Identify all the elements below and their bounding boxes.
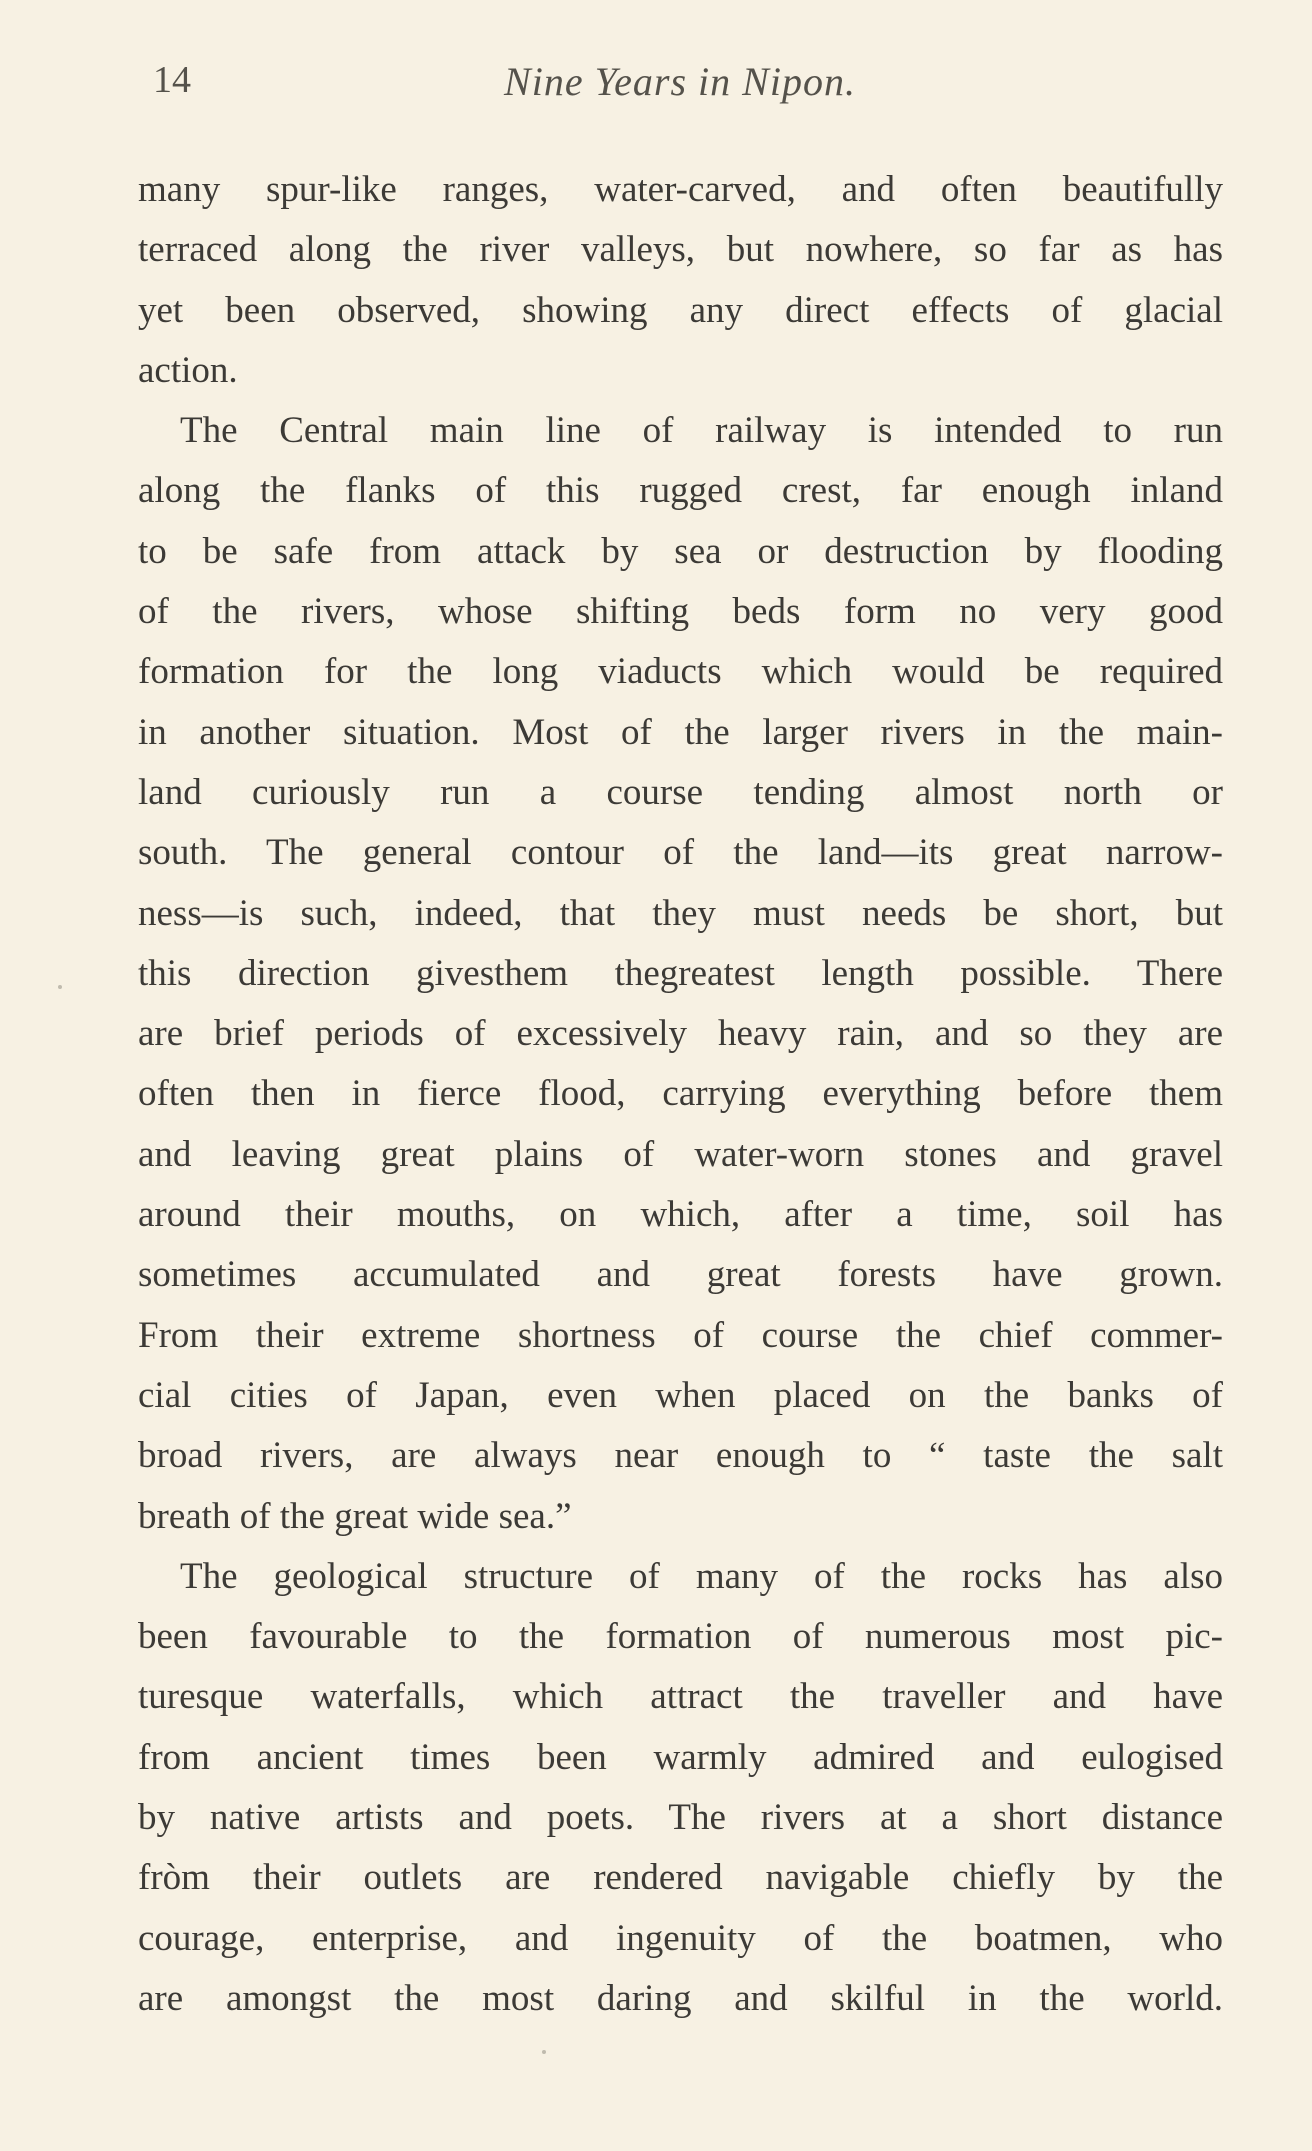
text-line: to be safe from attack by sea or destruction by flooding: [138, 530, 1223, 572]
text-line: broad rivers, are always near enough to “ taste the salt: [138, 1435, 1223, 1477]
text-line: cial cities of Japan, even when placed on the banks of: [138, 1374, 1223, 1416]
text-line: this direction givesthem thegreatest length possible. There: [138, 952, 1223, 994]
text-line: along the flanks of this rugged crest, far enough inland: [138, 470, 1223, 512]
text-line: From their extreme shortness of course the chief commer-: [138, 1314, 1223, 1356]
text-line: are amongst the most daring and skilful in the world.: [138, 1977, 1223, 2019]
text-line: terraced along the river valleys, but nowhere, so far as has: [138, 229, 1223, 271]
text-line: action.: [138, 349, 238, 391]
text-line: yet been observed, showing any direct effects of glacial: [138, 289, 1223, 331]
text-line: south. The general contour of the land—its great narrow-: [138, 832, 1223, 874]
text-line: turesque waterfalls, which attract the traveller and have: [138, 1676, 1223, 1718]
paragraph-2: [138, 401, 1223, 1547]
text-line: fròm their outlets are rendered navigable chiefly by the: [138, 1857, 1223, 1899]
body-text: [138, 160, 1223, 2029]
text-line: The geological structure of many of the rocks has also: [180, 1555, 1223, 1597]
text-line: many spur-like ranges, water-carved, and often beautifully: [138, 169, 1223, 210]
text-line: The Central main line of railway is intended to run: [180, 410, 1223, 452]
paper-speck: [58, 985, 62, 989]
text-line: around their mouths, on which, after a time, soil has: [138, 1194, 1223, 1236]
text-line: ness—is such, indeed, that they must needs be short, but: [138, 892, 1223, 934]
page-number: 14: [153, 59, 191, 101]
text-line: are brief periods of excessively heavy rain, and so they are: [138, 1013, 1223, 1055]
paragraph-1: [138, 160, 1223, 401]
text-line: sometimes accumulated and great forests have grown.: [138, 1254, 1223, 1296]
text-line: breath of the great wide sea.”: [138, 1495, 572, 1537]
text-line: often then in fierce flood, carrying everything before them: [138, 1073, 1223, 1115]
text-line: courage, enterprise, and ingenuity of the boatmen, who: [138, 1917, 1223, 1959]
running-head: Nine Years in Nipon.: [504, 59, 856, 104]
text-line: formation for the long viaducts which would be required: [138, 651, 1223, 693]
text-line: from ancient times been warmly admired and eulogised: [138, 1736, 1223, 1778]
text-line: of the rivers, whose shifting beds form no very good: [138, 591, 1223, 633]
text-line: been favourable to the formation of numerous most pic-: [138, 1616, 1223, 1658]
text-line: land curiously run a course tending almost north or: [138, 771, 1223, 813]
text-line: and leaving great plains of water-worn stones and gravel: [138, 1133, 1223, 1175]
paper-speck: [542, 2050, 546, 2054]
text-line: by native artists and poets. The rivers at a short distance: [138, 1797, 1223, 1839]
text-line: in another situation. Most of the larger rivers in the main-: [138, 711, 1223, 753]
paragraph-3: [138, 1547, 1223, 2029]
page-header: [135, 58, 1225, 108]
